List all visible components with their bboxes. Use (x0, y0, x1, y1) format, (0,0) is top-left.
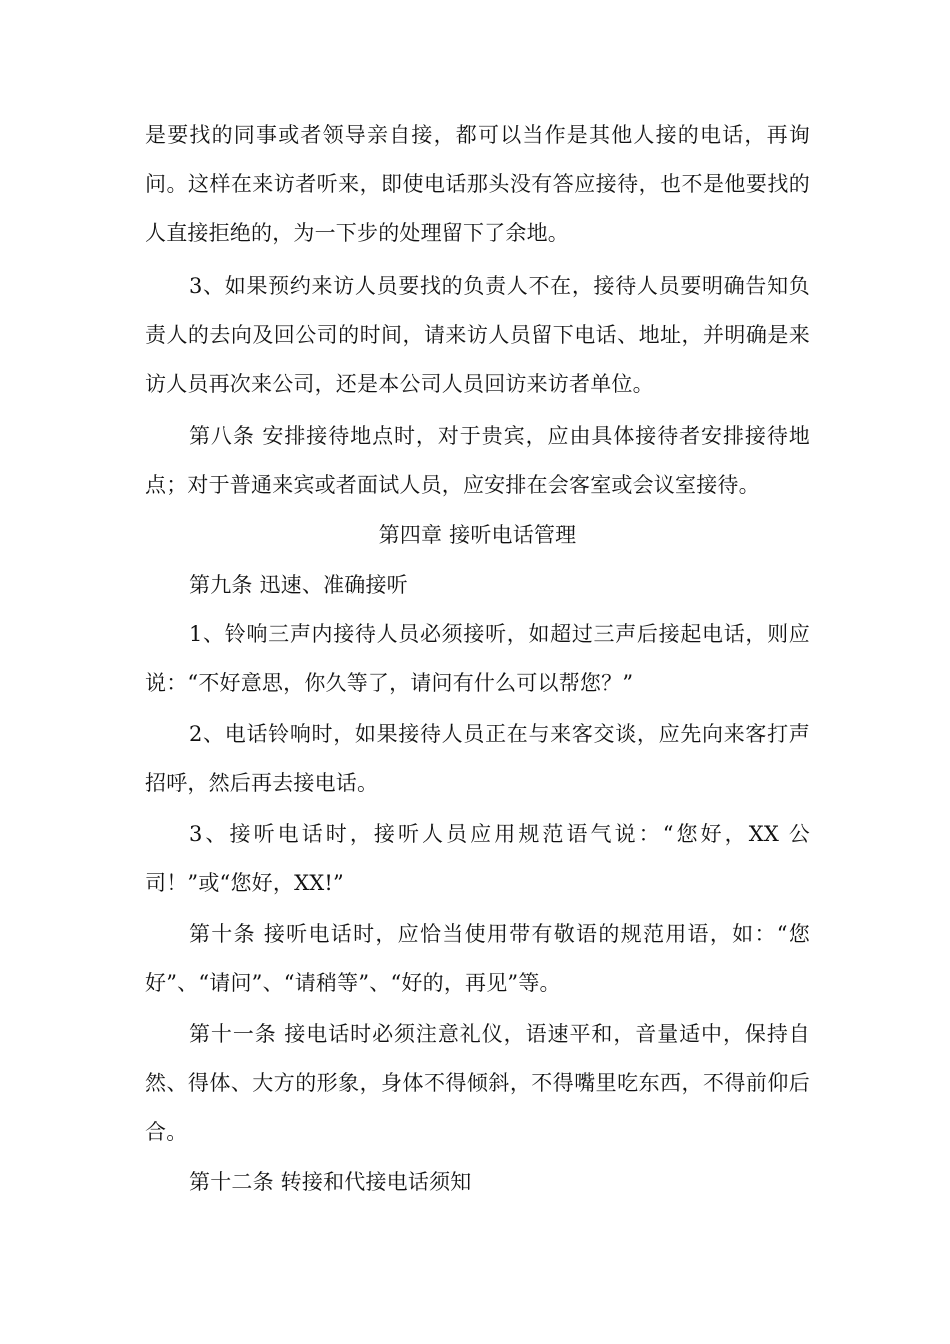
article-8: 第八条 安排接待地点时，对于贵宾，应由具体接待者安排接待地点；对于普通来宾或者面试人员，应安排在会客室或会议室接待。 (145, 424, 810, 497)
article-9-item-1: 1、铃响三声内接待人员必须接听，如超过三声后接起电话，则应说：“不好意思，你久等了，请问有什么可以帮您？” (145, 622, 810, 695)
article-9-item-2: 2、电话铃响时，如果接待人员正在与来客交谈，应先向来客打声招呼，然后再去接电话。 (145, 722, 810, 795)
chapter-4-heading: 第四章 接听电话管理 (378, 523, 577, 547)
paragraph-continuation: 是要找的同事或者领导亲自接，都可以当作是其他人接的电话，再询问。这样在来访者听来，即使电话那头没有答应接待，也不是他要找的人直接拒绝的，为一下步的处理留下了余地。 (145, 123, 810, 245)
article-12-heading: 第十二条 转接和代接电话须知 (189, 1170, 472, 1194)
article-10: 第十条 接听电话时，应恰当使用带有敬语的规范用语，如：“您好”、“请问”、“请稍等”、“好的，再见”等。 (145, 922, 810, 995)
article-9-item-3: 3、接听电话时，接听人员应用规范语气说：“您好，XX 公司！”或“您好，XX!” (145, 822, 810, 895)
paragraph-item-3: 3、如果预约来访人员要找的负责人不在，接待人员要明确告知负责人的去向及回公司的时间，请来访人员留下电话、地址，并明确是来访人员再次来公司，还是本公司人员回访来访者单位。 (145, 274, 810, 396)
article-9-heading: 第九条 迅速、准确接听 (189, 573, 408, 597)
article-11: 第十一条 接电话时必须注意礼仪，语速平和，音量适中，保持自然、得体、大方的形象，身体不得倾斜，不得嘴里吃东西，不得前仰后合。 (145, 1022, 810, 1144)
